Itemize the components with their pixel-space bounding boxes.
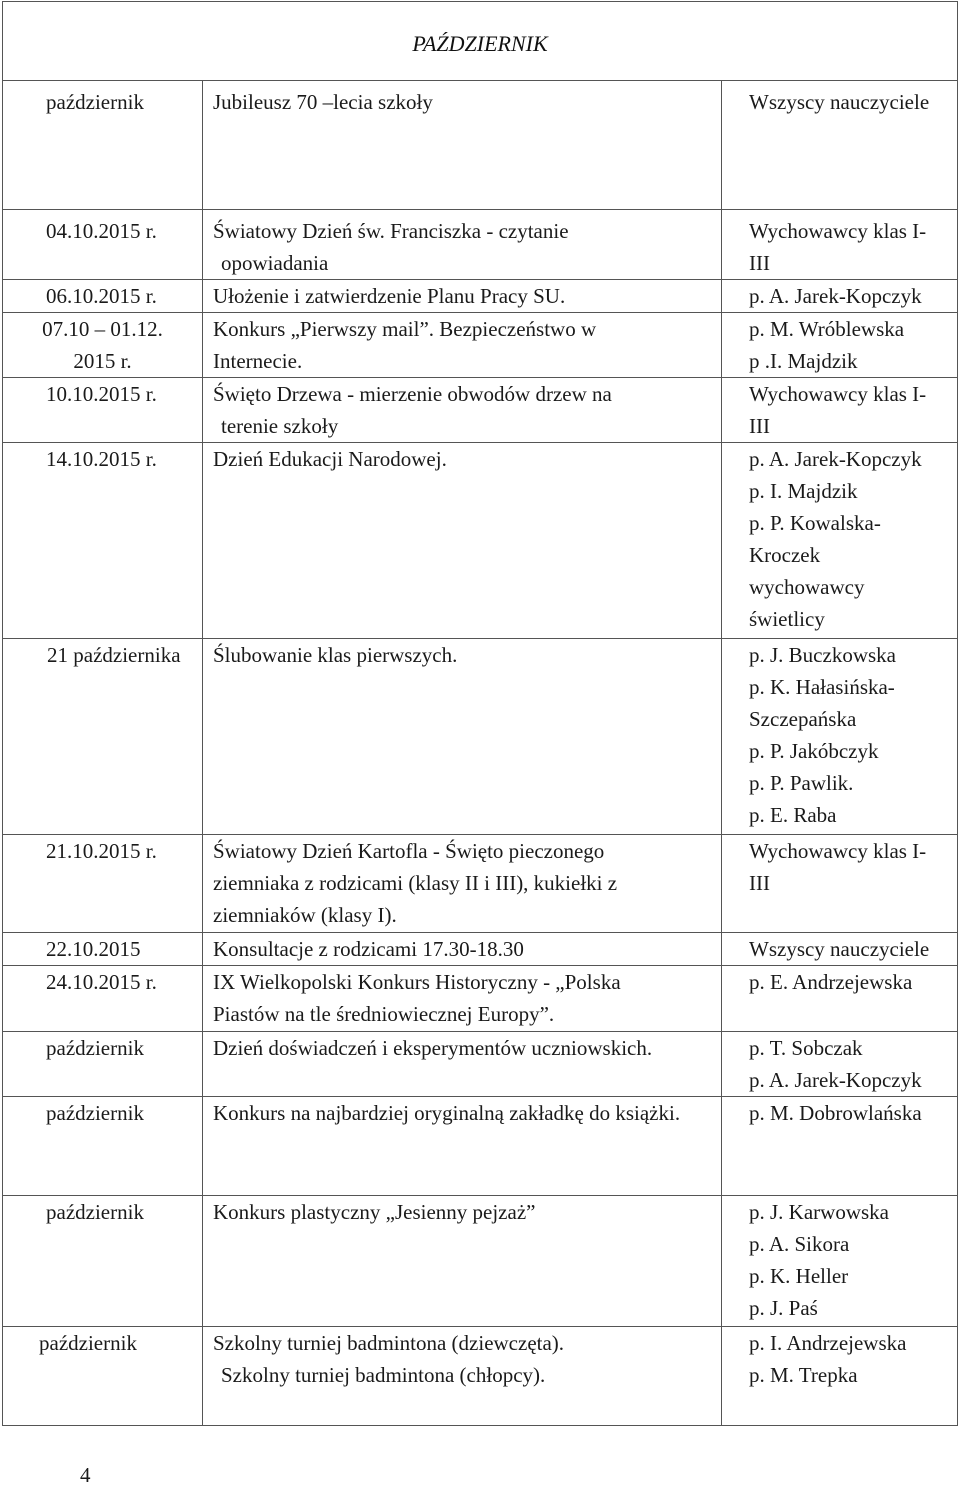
responsible-line: p. K. Hałasińska- <box>749 675 895 699</box>
date-line: październik <box>46 1101 144 1125</box>
table-row <box>3 443 958 639</box>
responsible-cell <box>722 1032 958 1097</box>
responsible-line: p. M. Wróblewska <box>749 317 905 341</box>
date-cell <box>3 443 203 639</box>
responsible-cell <box>722 378 958 443</box>
responsible-line: wychowawcy <box>749 575 865 599</box>
date-cell <box>3 639 203 835</box>
table-row <box>3 1196 958 1327</box>
event-cell <box>203 81 722 210</box>
event-cell <box>203 280 722 313</box>
date-cell <box>3 966 203 1032</box>
event-line: Szkolny turniej badmintona (chłopcy). <box>221 1363 546 1387</box>
event-cell <box>203 1032 722 1097</box>
event-cell <box>203 1327 722 1426</box>
responsible-cell <box>722 835 958 933</box>
event-line: Konsultacje z rodzicami 17.30-18.30 <box>213 937 524 961</box>
date-line: 07.10 – 01.12. <box>42 317 163 341</box>
date-cell <box>3 210 203 280</box>
date-line: październik <box>39 1331 137 1355</box>
responsible-line: p. P. Pawlik. <box>749 771 854 795</box>
event-cell <box>203 1097 722 1196</box>
responsible-line: p. A. Sikora <box>749 1232 850 1256</box>
responsible-line: p. J. Karwowska <box>749 1200 889 1224</box>
table-row <box>3 835 958 933</box>
table-row <box>3 280 958 313</box>
event-line: Piastów na tle średniowiecznej Europy”. <box>213 1002 555 1026</box>
date-line: październik <box>46 1200 144 1224</box>
table-row <box>3 1032 958 1097</box>
responsible-line: III <box>749 251 770 275</box>
date-cell <box>3 313 203 378</box>
date-line: 14.10.2015 r. <box>46 447 157 471</box>
event-line: Dzień Edukacji Narodowej. <box>213 447 447 471</box>
responsible-line: p. J. Paś <box>749 1296 818 1320</box>
responsible-line: p. J. Buczkowska <box>749 643 896 667</box>
event-cell <box>203 1196 722 1327</box>
responsible-line: Kroczek <box>749 543 821 567</box>
event-line: Ułożenie i zatwierdzenie Planu Pracy SU. <box>213 284 566 308</box>
table-row <box>3 933 958 966</box>
date-line: 24.10.2015 r. <box>46 970 157 994</box>
responsible-line: p. E. Raba <box>749 803 837 827</box>
responsible-cell <box>722 1196 958 1327</box>
event-cell <box>203 313 722 378</box>
table-row <box>3 313 958 378</box>
date-cell <box>3 81 203 210</box>
date-cell <box>3 835 203 933</box>
responsible-line: p. I. Andrzejewska <box>749 1331 907 1355</box>
responsible-line: p. A. Jarek-Kopczyk <box>749 1068 922 1092</box>
table-row <box>3 378 958 443</box>
responsible-line: Wychowawcy klas I- <box>749 382 927 406</box>
responsible-line: p. P. Jakóbczyk <box>749 739 879 763</box>
responsible-cell <box>722 933 958 966</box>
responsible-line: Wszyscy nauczyciele <box>749 937 930 961</box>
event-line: Internecie. <box>213 349 303 373</box>
responsible-line: Wychowawcy klas I- <box>749 219 927 243</box>
event-line: Konkurs „Pierwszy mail”. Bezpieczeństwo w <box>213 317 597 341</box>
event-cell <box>203 443 722 639</box>
responsible-line: p. K. Heller <box>749 1264 849 1288</box>
date-line: 22.10.2015 <box>46 937 141 961</box>
responsible-line: III <box>749 414 770 438</box>
event-cell <box>203 933 722 966</box>
event-line: Światowy Dzień św. Franciszka - czytanie <box>213 219 569 243</box>
responsible-line: Wychowawcy klas I- <box>749 839 927 863</box>
date-line: 06.10.2015 r. <box>46 284 157 308</box>
event-text: Konkurs na najbardziej oryginalną zakładkę do książki. <box>213 1101 681 1125</box>
responsible-cell <box>722 280 958 313</box>
date-cell <box>3 1032 203 1097</box>
event-line: Święto Drzewa - mierzenie obwodów drzew na <box>213 382 612 406</box>
event-line: ziemniaków (klasy I). <box>213 903 397 927</box>
date-line: 21.10.2015 r. <box>46 839 157 863</box>
responsible-line: p. P. Kowalska- <box>749 511 881 535</box>
responsible-cell <box>722 210 958 280</box>
responsible-line: p. I. Majdzik <box>749 479 858 503</box>
responsible-line: p. M. Trepka <box>749 1363 858 1387</box>
responsible-cell <box>722 1327 958 1426</box>
event-cell <box>203 835 722 933</box>
responsible-line: p. E. Andrzejewska <box>749 970 913 994</box>
event-cell <box>203 966 722 1032</box>
event-text: Dzień doświadczeń i eksperymentów uczniowskich. <box>213 1036 653 1060</box>
table-row <box>3 1327 958 1426</box>
date-cell <box>3 933 203 966</box>
event-line: Ślubowanie klas pierwszych. <box>213 643 458 667</box>
date-cell <box>3 1097 203 1196</box>
event-line: ziemniaka z rodzicami (klasy II i III), kukiełki z <box>213 871 618 895</box>
table-row <box>3 966 958 1032</box>
event-line: Światowy Dzień Kartofla - Święto pieczonego <box>213 839 605 863</box>
schedule-table <box>2 1 958 1426</box>
responsible-line: świetlicy <box>749 607 825 631</box>
responsible-line: p .I. Majdzik <box>749 349 858 373</box>
date-line: 04.10.2015 r. <box>46 219 157 243</box>
date-line: 10.10.2015 r. <box>46 382 157 406</box>
event-line: IX Wielkopolski Konkurs Historyczny - „Polska <box>213 970 621 994</box>
table-row <box>3 639 958 835</box>
date-line: październik <box>46 90 144 114</box>
event-line: Jubileusz 70 –lecia szkoły <box>213 90 433 114</box>
responsible-line: III <box>749 871 770 895</box>
responsible-cell <box>722 966 958 1032</box>
event-line: Szkolny turniej badmintona (dziewczęta). <box>213 1331 565 1355</box>
responsible-line: p. M. Dobrowlańska <box>749 1101 922 1125</box>
responsible-line: p. T. Sobczak <box>749 1036 863 1060</box>
event-line: opowiadania <box>221 251 329 275</box>
responsible-cell <box>722 1097 958 1196</box>
date-cell <box>3 1196 203 1327</box>
event-line: terenie szkoły <box>221 414 339 438</box>
responsible-cell <box>722 639 958 835</box>
date-line: październik <box>46 1036 144 1060</box>
page-number: 4 <box>80 1463 91 1487</box>
date-cell <box>3 378 203 443</box>
responsible-cell <box>722 81 958 210</box>
date-cell <box>3 280 203 313</box>
responsible-line: p. A. Jarek-Kopczyk <box>749 284 922 308</box>
date-line: 21 października <box>47 643 181 667</box>
responsible-cell <box>722 443 958 639</box>
event-cell <box>203 210 722 280</box>
table-row <box>3 210 958 280</box>
responsible-line: Szczepańska <box>749 707 857 731</box>
month-title: PAŹDZIERNIK <box>3 2 958 81</box>
event-cell <box>203 639 722 835</box>
date-line: 2015 r. <box>73 349 132 373</box>
event-cell <box>203 378 722 443</box>
date-cell <box>3 1327 203 1426</box>
event-line: Konkurs plastyczny „Jesienny pejzaż” <box>213 1200 536 1224</box>
table-row <box>3 81 958 210</box>
table-row <box>3 1097 958 1196</box>
responsible-line: Wszyscy nauczyciele <box>749 90 930 114</box>
responsible-line: p. A. Jarek-Kopczyk <box>749 447 922 471</box>
header-row <box>3 2 958 81</box>
responsible-cell <box>722 313 958 378</box>
